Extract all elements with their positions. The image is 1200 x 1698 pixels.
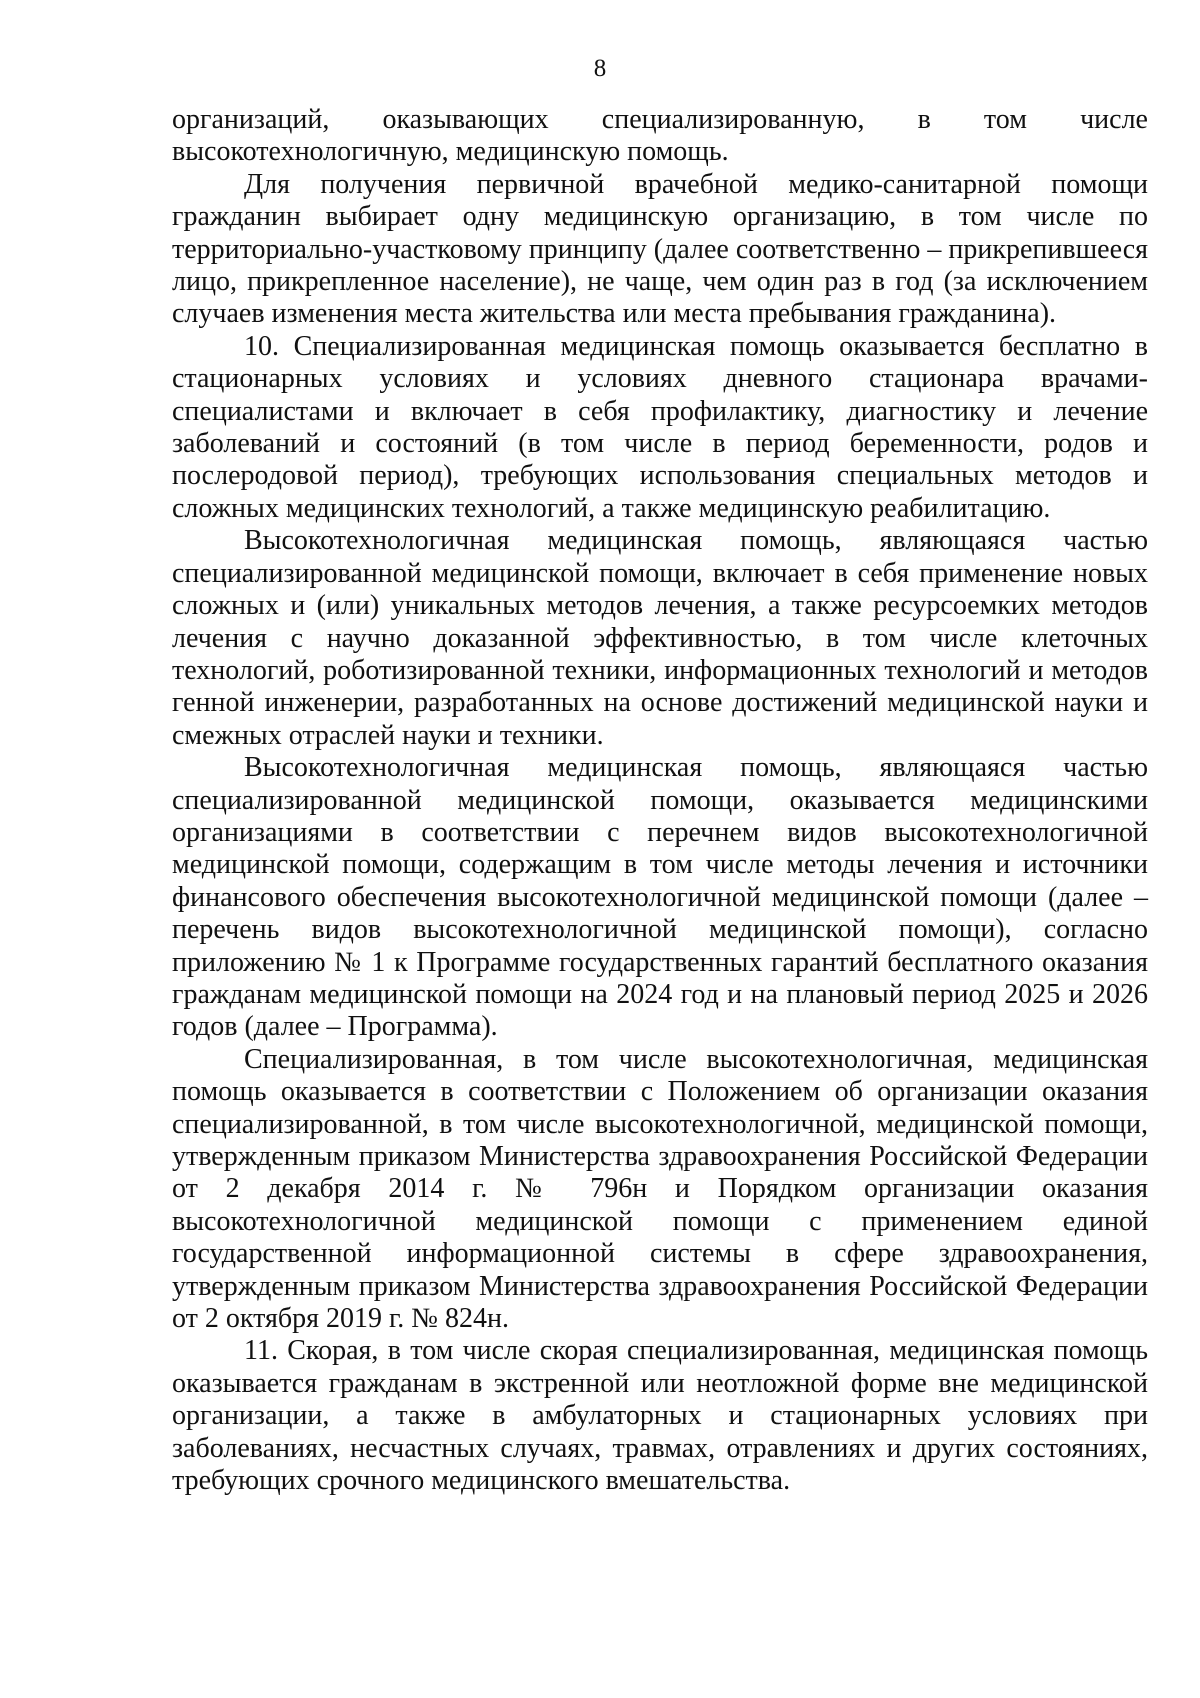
paragraph-high-tech-provision: Высокотехнологичная медицинская помощь, являющаяся частью специализированной медицинской помощи, оказывается медицинскими организациями в соответствии с перечнем видов высокотехнологичной медицинской помощи, содержащим в том числе методы лечения и источники финансового обеспечения высокотехнологичной медицинской помощи (далее – перечень видов высокотехнологичной медицинской помощи), согласно приложению № 1 к Программе государственных гарантий бесплатного оказания гражданам медицинской помощи на 2024 год и на плановый период 2025 и 2026 годов (далее – Программа). <box>172 752 1148 1043</box>
paragraph-primary-care-choice: Для получения первичной врачебной медико-санитарной помощи гражданин выбирает одну медицинскую организацию, в том числе по территориально-участковому принципу (далее соответственно – прикрепившееся лицо, прикрепленное население), не чаще, чем один раз в год (за исключением случаев изменения места жительства или места пребывания гражданина). <box>172 168 1148 330</box>
paragraph-regulations: Специализированная, в том числе высокотехнологичная, медицинская помощь оказывается в соответствии с Положением об организации оказания специализированной, в том числе высокотехнологичной, медицинской помощи, утвержденным приказом Министерства здравоохранения Российской Федерации от 2 декабря 2014 г. № 796н и Порядком организации оказания высокотехнологичной медицинской помощи с применением единой государственной информационной системы в сфере здравоохранения, утвержденным приказом Министерства здравоохранения Российской Федерации от 2 октября 2019 г. № 824н. <box>172 1043 1148 1335</box>
document-body <box>172 104 1148 1497</box>
paragraph-continuation: организаций, оказывающих специализированную, в том числе высокотехнологичную, медицинскую помощь. <box>172 104 1148 168</box>
paragraph-item-11: 11. Скорая, в том числе скорая специализированная, медицинская помощь оказывается гражданам в экстренной или неотложной форме вне медицинской организации, а также в амбулаторных и стационарных условиях при заболеваниях, несчастных случаях, травмах, отравлениях и других состояниях, требующих срочного медицинского вмешательства. <box>172 1335 1148 1497</box>
paragraph-item-10: 10. Специализированная медицинская помощь оказывается бесплатно в стационарных условиях и условиях дневного стационара врачами-специалистами и включает в себя профилактику, диагностику и лечение заболеваний и состояний (в том числе в период беременности, родов и послеродовой период), требующих использования специальных методов и сложных медицинских технологий, а также медицинскую реабилитацию. <box>172 330 1148 524</box>
paragraph-high-tech-definition: Высокотехнологичная медицинская помощь, являющаяся частью специализированной медицинской помощи, включает в себя применение новых сложных и (или) уникальных методов лечения, а также ресурсоемких методов лечения с научно доказанной эффективностью, в том числе клеточных технологий, роботизированной техники, информационных технологий и методов генной инженерии, разработанных на основе достижений медицинской науки и смежных отраслей науки и техники. <box>172 525 1148 751</box>
page-number: 8 <box>593 55 607 82</box>
